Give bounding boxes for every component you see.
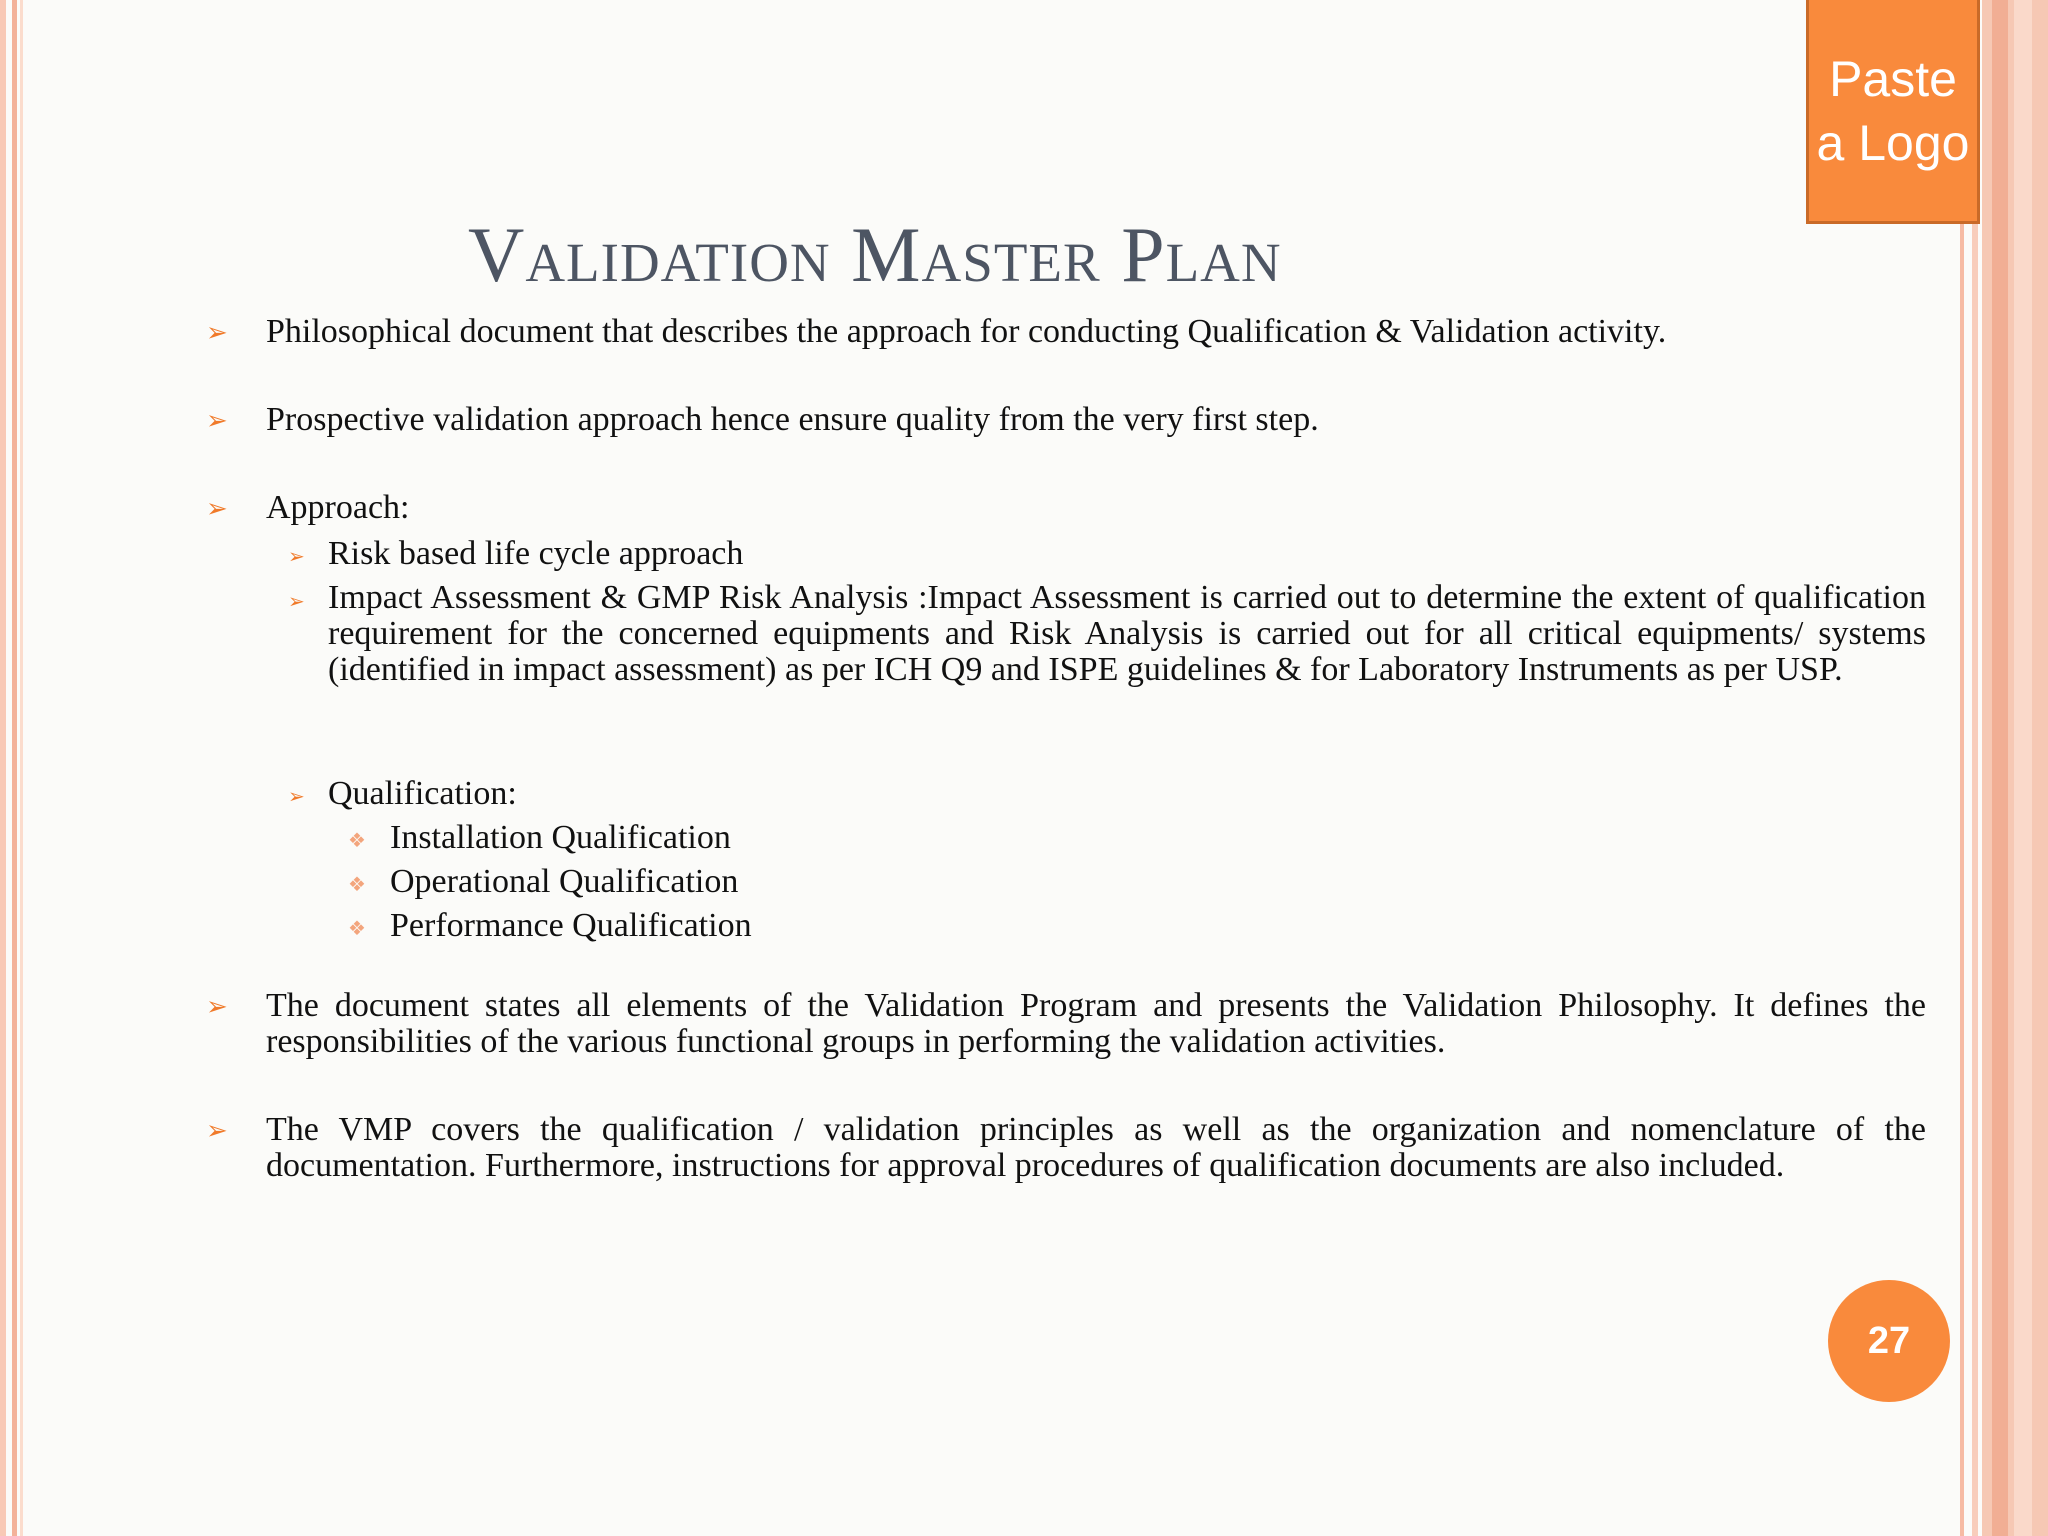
sub-sub-bullet-text: Performance Qualification	[390, 907, 752, 944]
sub-sub-list-item	[390, 864, 1926, 900]
sub-sub-list-item	[390, 820, 1926, 856]
sub-bullet-text: Qualification:	[328, 775, 517, 812]
four-diamond-bullet-icon: ❖	[348, 828, 366, 852]
logo-placeholder-line1: Paste	[1829, 50, 1957, 107]
arrowhead-bullet-icon: ➢	[288, 784, 305, 808]
right-border-stripe	[1960, 0, 1964, 1536]
sub-bullet-text: Risk based life cycle approach	[328, 535, 744, 572]
sub-list-item	[328, 580, 1926, 688]
list-item	[266, 402, 1926, 438]
page-number: 27	[1867, 1319, 1911, 1362]
logo-placeholder[interactable]	[1806, 0, 1980, 224]
bullet-text: Approach:	[266, 489, 410, 526]
slide-title: Validation Master Plan	[468, 211, 1282, 298]
list-item	[266, 490, 1926, 526]
bullet-text: The VMP covers the qualification / validation principles as well as the organization and nomenclature of the documentation. Furthermore, instructions for approval procedures of qualification documents are also included.	[266, 1111, 1926, 1184]
list-item	[266, 1112, 1926, 1184]
left-border-stripe	[12, 0, 17, 1536]
bullet-text: Prospective validation approach hence ensure quality from the very first step.	[266, 401, 1319, 438]
bullet-text: Philosophical document that describes the approach for conducting Qualification & Validation activity.	[266, 313, 1667, 350]
sub-sub-bullet-text: Installation Qualification	[390, 819, 731, 856]
sub-sub-bullet-text: Operational Qualification	[390, 863, 739, 900]
arrowhead-bullet-icon: ➢	[288, 544, 305, 568]
sub-list-item	[328, 536, 1926, 572]
arrowhead-bullet-icon: ➢	[206, 1116, 228, 1146]
left-border-stripe	[20, 0, 23, 1536]
arrowhead-bullet-icon: ➢	[206, 992, 228, 1022]
bullet-text: The document states all elements of the Validation Program and presents the Validation Philosophy. It defines the responsibilities of the various functional groups in performing the validation activities.	[266, 987, 1926, 1060]
arrowhead-bullet-icon: ➢	[206, 318, 228, 348]
four-diamond-bullet-icon: ❖	[348, 872, 366, 896]
list-item	[266, 314, 1926, 350]
right-border-stripe	[1992, 0, 2008, 1536]
sub-bullet-text: Impact Assessment & GMP Risk Analysis :Impact Assessment is carried out to determine the extent of qualification requirement for the concerned equipments and Risk Analysis is carried out for all critical equipments/ systems (identified in impact assessment) as per ICH Q9 and ISPE guidelines & for Laboratory Instruments as per USP.	[328, 579, 1926, 688]
arrowhead-bullet-icon: ➢	[206, 494, 228, 524]
logo-placeholder-line2: a Logo	[1816, 114, 1970, 171]
right-border-stripe	[1972, 0, 1978, 1536]
four-diamond-bullet-icon: ❖	[348, 916, 366, 940]
sub-sub-list-item	[390, 908, 1926, 944]
sub-list-item	[328, 776, 1926, 812]
arrowhead-bullet-icon: ➢	[206, 406, 228, 436]
arrowhead-bullet-icon: ➢	[288, 589, 305, 613]
right-border-stripe	[2014, 0, 2032, 1536]
page-number-badge	[1828, 1280, 1950, 1402]
left-border-stripe	[0, 0, 6, 1536]
list-item	[266, 988, 1926, 1060]
